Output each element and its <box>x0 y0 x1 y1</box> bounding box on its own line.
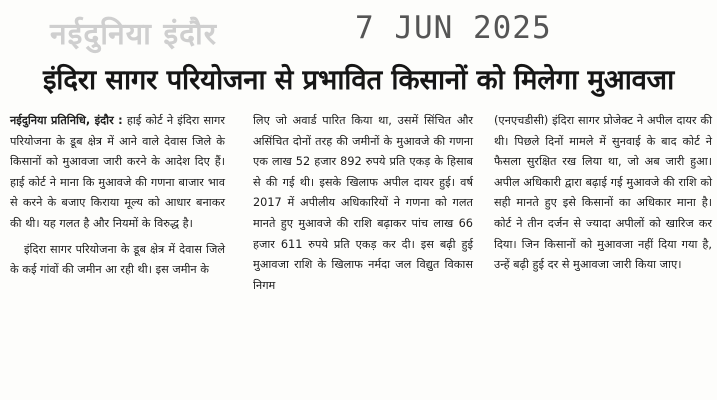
clipping-stamp <box>0 4 717 50</box>
article-column-2 <box>253 111 473 296</box>
column-2-text: लिए जो अवार्ड पारित किया था, उसमें सिंचित और असिंचित दोनों तरह की जमीनों के मुआवजे की गणना एक लाख 52 हजार 892 रुपये प्रति एकड़ के हिसाब से की गई थी। इसके खिलाफ अपील दायर हुई। वर्ष 2017 में अपीलीय अधिकारियों ने गणना को गलत मानते हुए मुआवजे की राशि बढ़ाकर पांच लाख 66 हजार 611 रुपये प्रति एकड़ कर दी। इस बढ़ी हुई मुआवजा राशि के खिलाफ नर्मदा जल विद्युत विकास निगम <box>253 114 473 292</box>
byline: नईदुनिया प्रतिनिधि, इंदौर : <box>10 114 123 127</box>
paragraph-1-text: हाई कोर्ट ने इंदिरा सागर परियोजना के डूब क्षेत्र में आने वाले देवास जिले के किसानों को मुआवजा जारी करने के आदेश दिए हैं। हाई कोर्ट ने माना कि मुआवजे की गणना बाजार भाव से करने के बजाए किराया मूल्य को आधार बनाकर की थी। यह गलत है और नियमों के विरुद्ध है। <box>10 114 225 230</box>
column-3-text: (एनएचडीसी) इंदिरा सागर प्रोजेक्ट ने अपील दायर की थी। पिछले दिनों मामले में सुनवाई के बाद कोर्ट ने फैसला सुरक्षित रख लिया था, जो अब जारी हुआ। अपील अधिकारी द्वारा बढ़ाई गई मुआवजे की राशि को सही मानते हुए इसे किसानों का अधिकार माना है। कोर्ट ने तीन दर्जन से ज्यादा अपीलों को खारिज कर दिया। जिन किसानों को मुआवजा नहीं दिया गया है, उन्हें बढ़ी हुई दर से मुआवजा जारी किया जाए। <box>494 114 712 272</box>
paragraph-1 <box>10 111 225 235</box>
newspaper-name-stamp: नईदुनिया इंदौर <box>50 17 218 52</box>
date-stamp: 7 JUN 2025 <box>355 10 552 46</box>
article-column-1 <box>10 111 225 281</box>
article-column-3 <box>494 111 712 276</box>
article-headline: इंदिरा सागर परियोजना से प्रभावित किसानों को मिलेगा मुआवजा <box>42 64 675 96</box>
article-body <box>0 111 717 400</box>
paragraph-2: इंदिरा सागर परियोजना के डूब क्षेत्र में देवास जिले के कई गांवों की जमीन आ रही थी। इस जमीन के <box>10 242 225 277</box>
